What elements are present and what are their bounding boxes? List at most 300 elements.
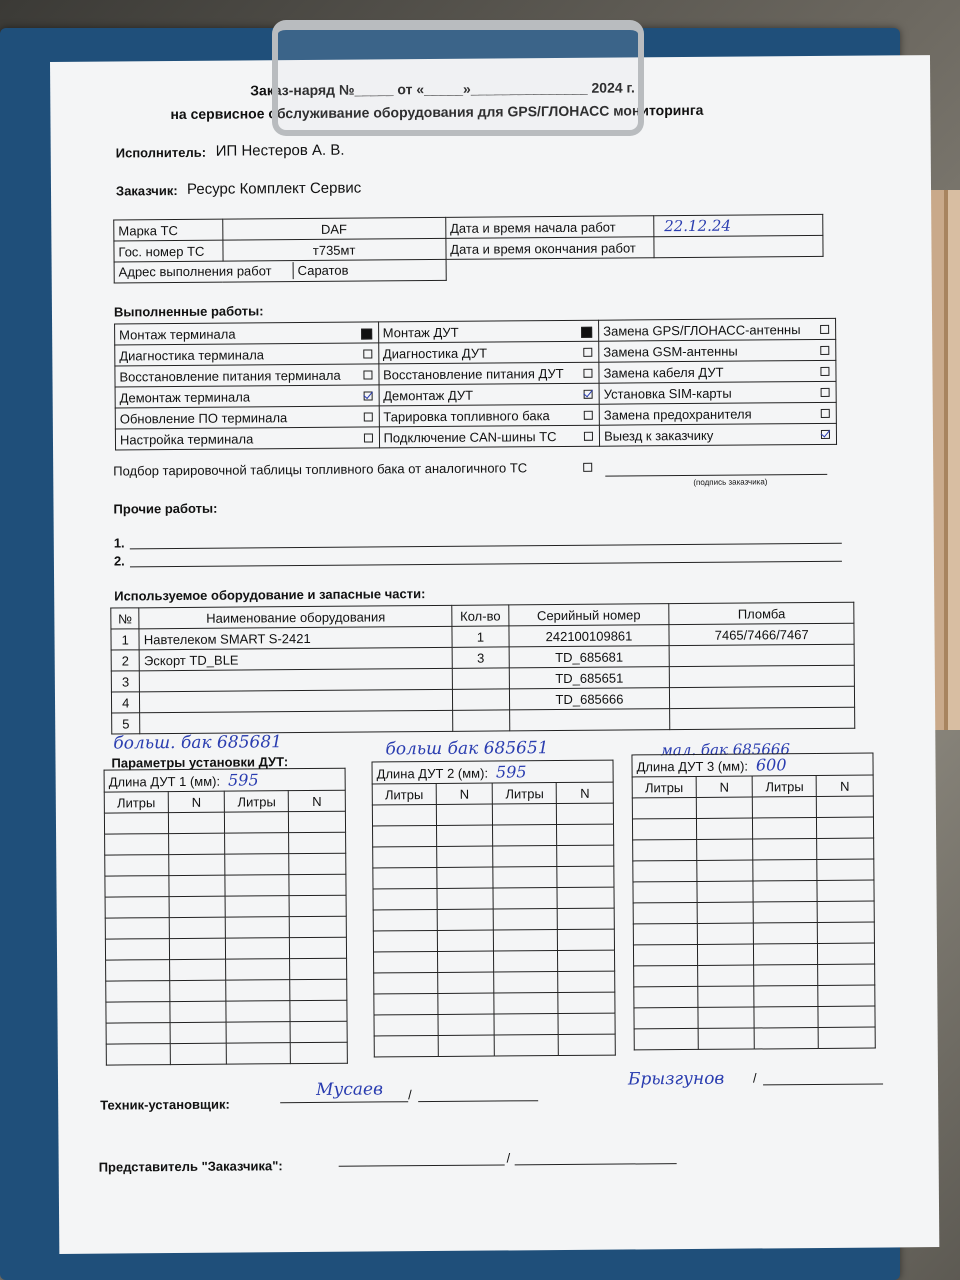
sensor-length-label: Длина ДУТ 3 (мм):: [636, 758, 749, 775]
equipment-cell: [140, 668, 453, 691]
sensor-row: [105, 874, 346, 897]
sensor-cell[interactable]: [633, 944, 697, 966]
sensor-column-header: Литры: [225, 791, 289, 813]
sensor-cell[interactable]: [169, 980, 226, 1001]
work-checkbox[interactable]: [584, 390, 593, 399]
sensor-cell[interactable]: [557, 887, 614, 908]
sensor-row: [106, 979, 347, 1002]
title-line2: на сервисное обслуживание оборудования для GPS/ГЛОНАСС мониторинга: [170, 101, 704, 123]
sensor-cell[interactable]: [290, 1021, 347, 1042]
work-cell: [115, 364, 379, 387]
sensor-row: [373, 950, 614, 973]
work-label: Диагностика терминала: [119, 346, 265, 363]
sensor-cell[interactable]: [226, 917, 290, 939]
equipment-cell: 7465/7466/7467: [669, 623, 854, 645]
sensor-cell[interactable]: [374, 1014, 438, 1036]
sensor-cell[interactable]: [373, 888, 437, 910]
sensor-row: [105, 937, 346, 960]
sensor-cell[interactable]: [289, 895, 346, 916]
note-tank3: мал. бак 685666: [660, 740, 791, 760]
work-checkbox[interactable]: [363, 349, 372, 358]
sensor-cell[interactable]: [696, 797, 753, 818]
sensor-cell[interactable]: [493, 867, 557, 889]
tech-sign-line2: [418, 1100, 538, 1102]
work-checkbox[interactable]: [584, 432, 593, 441]
sensor-row: [105, 853, 346, 876]
sensor-length-value: 595: [495, 762, 527, 782]
sensor-cell[interactable]: [436, 825, 493, 846]
sensor-cell[interactable]: [817, 901, 874, 922]
work-label: Монтаж терминала: [119, 326, 236, 342]
equipment-title: Используемое оборудование и запасные части:: [114, 586, 426, 604]
work-cell: [379, 425, 600, 448]
work-cell: [379, 404, 600, 427]
work-label: Диагностика ДУТ: [382, 345, 488, 361]
sensor-cell[interactable]: [168, 833, 225, 854]
address-label: Адрес выполнения работ: [115, 262, 294, 280]
sensor-cell[interactable]: [436, 846, 493, 867]
equipment-cell: [670, 707, 855, 729]
sensor-column-header: N: [556, 782, 613, 803]
table-row: [112, 707, 855, 734]
sensor-cell[interactable]: [493, 825, 557, 847]
sensor-cell[interactable]: [697, 965, 754, 986]
tech-label: Техник-установщик:: [100, 1096, 230, 1113]
work-cell: [379, 383, 600, 406]
sensor-cell[interactable]: [493, 888, 557, 910]
sensor-cell[interactable]: [373, 951, 437, 973]
sensor-cell[interactable]: [494, 1014, 558, 1036]
sensor-cell[interactable]: [169, 875, 226, 896]
work-checkbox[interactable]: [820, 367, 829, 376]
sensor-cell[interactable]: [226, 896, 290, 918]
equipment-cell: Навтелеком SMART S-2421: [139, 626, 452, 649]
tech-signature2: Брызгунов: [627, 1068, 725, 1090]
sensor-cell[interactable]: [818, 1027, 875, 1048]
sensor-cell[interactable]: [753, 797, 817, 819]
sensor-cell[interactable]: [818, 922, 875, 943]
sensor-cell[interactable]: [290, 937, 347, 958]
equipment-header: Кол-во: [452, 605, 508, 626]
signature-caption: (подпись заказчика): [693, 477, 768, 487]
work-label: Обновление ПО терминала: [119, 409, 288, 426]
selection-checkbox[interactable]: [583, 463, 592, 472]
sensor-cell[interactable]: [106, 1023, 170, 1045]
sensor-row: [104, 811, 345, 834]
sensor-row: [106, 1042, 347, 1065]
work-checkbox[interactable]: [363, 412, 372, 421]
sensor-row: [374, 1034, 615, 1057]
equipment-header: №: [111, 608, 139, 629]
sensor-cell[interactable]: [226, 959, 290, 981]
tech-sign-line3: [763, 1083, 883, 1085]
sensor-cell[interactable]: [437, 909, 494, 930]
equipment-cell: TD_685666: [509, 688, 670, 710]
work-order-sheet: [50, 55, 939, 1254]
sensor-cell[interactable]: [817, 880, 874, 901]
work-cell: [378, 341, 599, 364]
work-cell: [115, 427, 379, 450]
sensor-column-header: N: [696, 776, 753, 797]
sensor-cell[interactable]: [372, 804, 436, 826]
sensor-column-header: Литры: [632, 776, 696, 798]
work-cell: [599, 360, 836, 383]
sensor-cell[interactable]: [697, 944, 754, 965]
sensor-cell[interactable]: [437, 867, 494, 888]
work-checkbox[interactable]: [820, 325, 829, 334]
sensor-cell[interactable]: [227, 1043, 291, 1065]
sensor-row: [105, 916, 346, 939]
sensor-cell[interactable]: [105, 897, 169, 919]
sensor-table: [631, 753, 875, 1051]
sensor-cell[interactable]: [226, 938, 290, 960]
work-checkbox[interactable]: [584, 369, 593, 378]
sensor-cell[interactable]: [227, 1022, 291, 1044]
sensor-column-header: N: [436, 783, 493, 804]
sensor-cell[interactable]: [697, 860, 754, 881]
tech-signature1: Мусаев: [316, 1079, 384, 1100]
sensor-row: [634, 964, 875, 987]
selection-signature-line: [605, 474, 827, 477]
other-works-title: Прочие работы:: [113, 500, 218, 517]
sensor-cell[interactable]: [374, 972, 438, 994]
sensor-cell[interactable]: [106, 981, 170, 1003]
sensor-cell[interactable]: [755, 1027, 819, 1049]
sensor-row: [373, 908, 614, 931]
tech-sign-slash2: /: [752, 1070, 757, 1086]
sensor-cell[interactable]: [494, 909, 558, 931]
equipment-header: Серийный номер: [508, 604, 669, 626]
sensor-cell[interactable]: [290, 1042, 347, 1063]
work-cell: [378, 320, 599, 343]
sensor-cell[interactable]: [633, 839, 697, 861]
sensor-length-value: 600: [755, 755, 787, 775]
sensor-cell[interactable]: [104, 813, 168, 835]
start-value: 22.12.24: [654, 214, 823, 236]
sensor-row: [634, 1027, 875, 1050]
end-value: [654, 235, 823, 257]
sensor-cell[interactable]: [697, 902, 754, 923]
work-label: Восстановление питания ДУТ: [382, 365, 564, 382]
sensor-cell[interactable]: [493, 804, 557, 826]
sensor-cell[interactable]: [753, 880, 817, 902]
sensor-cell[interactable]: [632, 818, 696, 840]
sensor-cell[interactable]: [557, 866, 614, 887]
sensor-cell[interactable]: [634, 986, 698, 1008]
work-label: Подключение CAN-шины ТС: [383, 428, 557, 445]
sensor-cell[interactable]: [817, 859, 874, 880]
sensor-cell[interactable]: [373, 825, 437, 847]
sensor-cell[interactable]: [170, 1001, 227, 1022]
equipment-cell: 242100109861: [508, 625, 669, 647]
equipment-cell: [453, 689, 509, 710]
sensor-cell[interactable]: [494, 972, 558, 994]
note-tank2: больш бак 685651: [385, 738, 549, 760]
sensor-cell[interactable]: [225, 833, 289, 855]
sensor-cell[interactable]: [438, 1035, 495, 1056]
sensor-cell[interactable]: [753, 818, 817, 840]
sensor-cell[interactable]: [633, 881, 697, 903]
sensor-row: [633, 838, 874, 861]
work-checkbox[interactable]: [820, 346, 829, 355]
equipment-header: Наименование оборудования: [139, 605, 452, 628]
equipment-header: Пломба: [669, 602, 854, 624]
sensor-cell[interactable]: [105, 855, 169, 877]
sensor-cell[interactable]: [438, 1014, 495, 1035]
equipment-cell: 1: [111, 629, 139, 650]
sensor-cell[interactable]: [494, 930, 558, 952]
sensor-cell[interactable]: [289, 874, 346, 895]
sensor-cell[interactable]: [437, 972, 494, 993]
sensor-cell[interactable]: [373, 909, 437, 931]
sensor-cell[interactable]: [106, 1002, 170, 1024]
sensor-cell[interactable]: [170, 1022, 227, 1043]
sensor-length-label: Длина ДУТ 1 (мм):: [108, 773, 221, 790]
work-label: Тарировка топливного бака: [383, 407, 550, 424]
sensor-cell[interactable]: [494, 951, 558, 973]
sensor-cell[interactable]: [437, 930, 494, 951]
sensor-cell[interactable]: [753, 860, 817, 882]
work-label: Замена предохранителя: [603, 406, 752, 423]
work-checkbox[interactable]: [363, 370, 372, 379]
equipment-cell: [509, 709, 670, 731]
customer-label: Заказчик:: [115, 183, 178, 199]
sensor-cell[interactable]: [289, 811, 346, 832]
sensor-cell[interactable]: [818, 985, 875, 1006]
sensor-cell[interactable]: [437, 951, 494, 972]
sensor-cell[interactable]: [754, 985, 818, 1007]
sensor-cell[interactable]: [225, 812, 289, 834]
sensor-cell[interactable]: [226, 1001, 290, 1023]
sensor-cell[interactable]: [696, 818, 753, 839]
sensor-cell[interactable]: [106, 960, 170, 982]
sensor-cell[interactable]: [558, 992, 615, 1013]
work-cell: [599, 339, 836, 362]
sensor-cell[interactable]: [168, 812, 225, 833]
sensor-cell[interactable]: [634, 1028, 698, 1050]
sensor-cell[interactable]: [558, 1013, 615, 1034]
sensor-cell[interactable]: [753, 839, 817, 861]
sensor-cell[interactable]: [373, 930, 437, 952]
sensor-cell[interactable]: [495, 1035, 559, 1057]
tech-sign-line1: [280, 1101, 408, 1103]
equipment-cell: 4: [111, 692, 139, 713]
sensor-cell[interactable]: [557, 845, 614, 866]
sensor-column-header: N: [168, 791, 225, 812]
sensor-length-value: 595: [227, 770, 259, 790]
sensor-cell[interactable]: [494, 993, 558, 1015]
work-checkbox[interactable]: [821, 388, 830, 397]
sensor-cell[interactable]: [493, 846, 557, 868]
sensor-row: [105, 832, 346, 855]
sensor-cell[interactable]: [698, 986, 755, 1007]
sensor-cell[interactable]: [557, 824, 614, 845]
sensor-cell[interactable]: [633, 923, 697, 945]
work-label: Замена кабеля ДУТ: [603, 364, 724, 381]
sensor-cell[interactable]: [696, 839, 753, 860]
sensor-cell[interactable]: [558, 1034, 615, 1055]
other-line2: [130, 561, 842, 568]
sensor-cell[interactable]: [698, 1028, 755, 1049]
sensor-column-header: N: [816, 775, 873, 796]
sensor-cell[interactable]: [373, 846, 437, 868]
sensor-cell[interactable]: [225, 854, 289, 876]
equipment-cell: [669, 644, 854, 666]
sensor-cell[interactable]: [289, 916, 346, 937]
work-checkbox[interactable]: [821, 430, 830, 439]
work-cell: [599, 402, 836, 425]
sensor-cell[interactable]: [634, 965, 698, 987]
works-title: Выполненные работы:: [113, 303, 264, 320]
work-label: Демонтаж ДУТ: [383, 387, 474, 403]
sensor-cell[interactable]: [373, 867, 437, 889]
sensor-cell[interactable]: [754, 922, 818, 944]
sensor-cell[interactable]: [697, 881, 754, 902]
sensor-column-header: Литры: [493, 783, 557, 805]
work-cell: [599, 423, 836, 446]
start-label: Дата и время начала работ: [445, 216, 653, 239]
sensor-row: [106, 1000, 347, 1023]
sensor-cell[interactable]: [436, 804, 493, 825]
work-label: Замена GPS/ГЛОНАСС-антенны: [603, 321, 801, 339]
brand-value: DAF: [222, 217, 445, 240]
equipment-cell: [140, 710, 453, 733]
work-label: Настройка терминала: [119, 430, 254, 447]
sensor-length-label: Длина ДУТ 2 (мм):: [376, 765, 489, 782]
params-title: Параметры установки ДУТ:: [111, 754, 289, 771]
sensor-cell[interactable]: [225, 875, 289, 897]
sensor-row: [373, 824, 614, 847]
sensor-row: [634, 985, 875, 1008]
sensor-cell[interactable]: [818, 1006, 875, 1027]
selection-text: Подбор тарировочной таблицы топливного бака от аналогичного ТС: [113, 460, 528, 479]
sensor-cell[interactable]: [817, 796, 874, 817]
work-checkbox[interactable]: [361, 328, 372, 339]
sensor-cell[interactable]: [698, 1007, 755, 1028]
work-checkbox[interactable]: [821, 409, 830, 418]
sensor-cell[interactable]: [817, 817, 874, 838]
sensor-cell[interactable]: [558, 929, 615, 950]
sensor-row: [633, 901, 874, 924]
sensor-row: [634, 1006, 875, 1029]
other-line2-num: 2.: [113, 553, 125, 569]
sensor-cell[interactable]: [374, 993, 438, 1015]
sensor-row: [633, 943, 874, 966]
work-label: Выезд к заказчику: [603, 427, 714, 444]
sensor-cell[interactable]: [557, 908, 614, 929]
sensor-row: [633, 880, 874, 903]
work-label: Замена GSM-антенны: [603, 343, 738, 360]
equipment-cell: 5: [112, 713, 140, 734]
sensor-cell[interactable]: [290, 979, 347, 1000]
sensor-cell[interactable]: [557, 803, 614, 824]
sensor-cell[interactable]: [374, 1035, 438, 1057]
sensor-cell[interactable]: [106, 1044, 170, 1066]
equipment-cell: TD_685651: [509, 667, 670, 689]
sensor-row: [633, 922, 874, 945]
sensor-cell[interactable]: [226, 980, 290, 1002]
sensor-cell[interactable]: [289, 853, 346, 874]
work-cell: [378, 362, 599, 385]
work-cell: [115, 343, 379, 366]
sensor-cell[interactable]: [633, 860, 697, 882]
sensor-cell[interactable]: [105, 876, 169, 898]
sensor-cell[interactable]: [754, 964, 818, 986]
sensor-row: [374, 1013, 615, 1036]
sensor-cell[interactable]: [754, 943, 818, 965]
sensor-cell[interactable]: [169, 938, 226, 959]
other-line1-num: 1.: [113, 535, 125, 551]
sensor-cell[interactable]: [633, 902, 697, 924]
sensor-cell[interactable]: [170, 1043, 227, 1064]
sensor-cell[interactable]: [818, 964, 875, 985]
vehicle-table: [113, 214, 823, 283]
work-checkbox[interactable]: [583, 348, 592, 357]
sensor-row: [632, 796, 873, 819]
sensor-row: [633, 859, 874, 882]
sensor-cell[interactable]: [290, 958, 347, 979]
sensor-cell[interactable]: [169, 917, 226, 938]
equipment-cell: [670, 686, 855, 708]
sensor-cell[interactable]: [558, 950, 615, 971]
sensor-cell[interactable]: [754, 1006, 818, 1028]
sensor-cell[interactable]: [634, 1007, 698, 1029]
work-cell: [115, 406, 379, 429]
sensor-cell[interactable]: [818, 943, 875, 964]
sensor-row: [374, 971, 615, 994]
work-checkbox[interactable]: [584, 411, 593, 420]
sensor-cell[interactable]: [558, 971, 615, 992]
sensor-row: [105, 895, 346, 918]
sensor-row: [373, 887, 614, 910]
sensor-cell[interactable]: [817, 838, 874, 859]
equipment-cell: [670, 665, 855, 687]
work-checkbox[interactable]: [364, 433, 373, 442]
sensor-cell[interactable]: [169, 959, 226, 980]
work-checkbox[interactable]: [363, 391, 372, 400]
work-cell: [599, 381, 836, 404]
sensor-row: [373, 845, 614, 868]
sensor-cell[interactable]: [632, 797, 696, 819]
sensor-row: [373, 929, 614, 952]
executor-value: ИП Нестеров А. В.: [215, 141, 345, 160]
sensor-cell[interactable]: [169, 896, 226, 917]
sensor-cell[interactable]: [168, 854, 225, 875]
sensor-cell[interactable]: [754, 901, 818, 923]
plate-label: Гос. номер ТС: [114, 240, 223, 262]
works-table: [114, 318, 837, 451]
sensor-cell[interactable]: [289, 832, 346, 853]
sensor-table: [372, 760, 616, 1058]
sensor-cell[interactable]: [438, 993, 495, 1014]
sensor-row: [374, 992, 615, 1015]
sensor-column-header: Литры: [753, 776, 817, 798]
work-checkbox[interactable]: [581, 327, 592, 338]
executor-label: Исполнитель:: [115, 144, 207, 161]
sensor-cell[interactable]: [697, 923, 754, 944]
sensor-column-header: N: [288, 790, 345, 811]
work-cell: [599, 318, 836, 341]
sensor-cell[interactable]: [105, 834, 169, 856]
sensor-row: [106, 1021, 347, 1044]
tech-sign-slash: /: [408, 1087, 412, 1103]
sensor-row: [372, 803, 613, 826]
sensor-cell[interactable]: [437, 888, 494, 909]
sensor-cell[interactable]: [105, 918, 169, 940]
sensor-cell[interactable]: [290, 1000, 347, 1021]
sensor-cell[interactable]: [105, 939, 169, 961]
clipboard-clip: [272, 20, 644, 136]
